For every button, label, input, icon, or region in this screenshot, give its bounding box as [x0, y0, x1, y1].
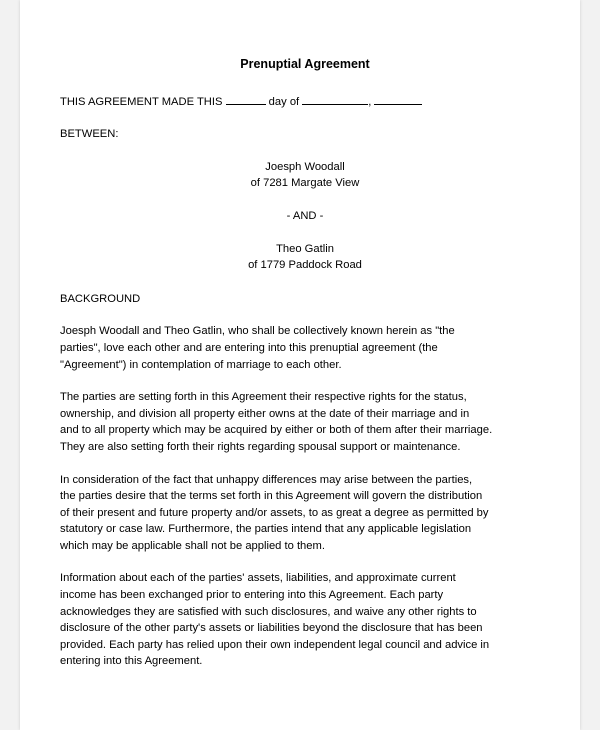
- document-page: [20, 0, 580, 730]
- paragraph-line: of their present and future property and/or assets, to as great a degree as permitted by: [60, 506, 489, 519]
- background-heading: BACKGROUND: [60, 292, 141, 305]
- paragraph-3: [60, 472, 550, 555]
- party-one-address: of 7281 Margate View: [250, 177, 360, 190]
- party-two: [60, 241, 550, 274]
- party-one-name: Joesph Woodall: [265, 160, 345, 173]
- paragraph-line: parties", love each other and are entering into this prenuptial agreement (the: [60, 341, 438, 354]
- paragraph-line: Joesph Woodall and Theo Gatlin, who shall be collectively known herein as "the: [60, 325, 455, 338]
- document-content: [60, 56, 550, 670]
- party-two-address: of 1779 Paddock Road: [248, 259, 362, 272]
- paragraph-line: The parties are setting forth in this Agreement their respective rights for the status,: [60, 391, 467, 404]
- paragraph-line: Information about each of the parties' assets, liabilities, and approximate current: [60, 572, 456, 585]
- paragraph-line: "Agreement") in contemplation of marriage to each other.: [60, 358, 342, 371]
- paragraph-line: disclosure of the other party's assets or liabilities beyond the disclosure that has been: [60, 622, 483, 635]
- paragraph-line: In consideration of the fact that unhappy differences may arise between the parties,: [60, 473, 473, 486]
- paragraph-line: statutory or case law. Furthermore, the parties intend that any applicable legislation: [60, 523, 472, 536]
- document-title: Prenuptial Agreement: [240, 57, 370, 71]
- paragraph-line: the parties desire that the terms set forth in this Agreement will govern the distribution: [60, 490, 483, 503]
- paragraph-1: [60, 323, 550, 373]
- paragraph-line: income has been exchanged prior to entering into this Agreement. Each party: [60, 589, 444, 602]
- paragraph-2: [60, 389, 550, 455]
- paragraph-line: entering into this Agreement.: [60, 655, 203, 668]
- paragraph-line: which may be applicable shall not be applied to them.: [60, 539, 325, 552]
- paragraph-line: ownership, and division all property either owns at the date of their marriage and in: [60, 407, 470, 420]
- made-this-text: THIS AGREEMENT MADE THIS: [60, 95, 223, 108]
- paragraph-4: [60, 570, 550, 670]
- between-label: BETWEEN:: [60, 128, 119, 141]
- agreement-date-line: [60, 92, 550, 111]
- and-separator: - AND -: [286, 209, 324, 222]
- day-of-text: day of: [268, 95, 300, 108]
- paragraph-line: provided. Each party has relied upon their own independent legal council and advice in: [60, 638, 490, 651]
- paragraph-line: and to all property which may be acquired by either or both of them after their marriage.: [60, 424, 493, 437]
- paragraph-line: acknowledges they are satisfied with such disclosures, and waive any other rights to: [60, 605, 477, 618]
- month-blank[interactable]: [302, 92, 368, 105]
- paragraph-line: They are also setting forth their rights regarding spousal support or maintenance.: [60, 440, 461, 453]
- comma-text: ,: [368, 95, 372, 108]
- year-blank[interactable]: [374, 92, 422, 105]
- party-two-name: Theo Gatlin: [276, 242, 334, 255]
- day-number-blank[interactable]: [226, 92, 266, 105]
- party-one: [60, 159, 550, 192]
